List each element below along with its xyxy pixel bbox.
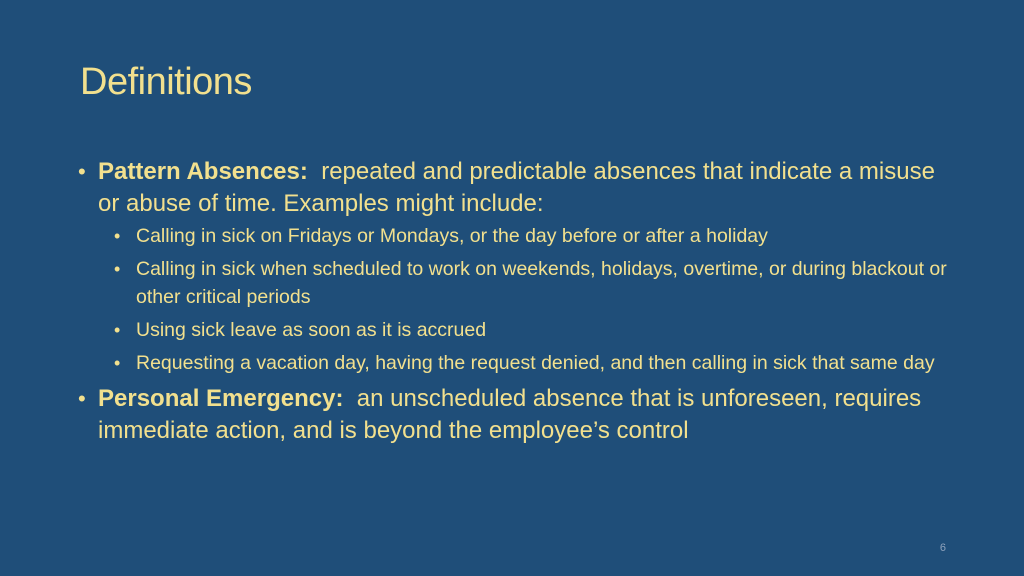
term-definition: an unscheduled absence that is unforeseen, requires immediate action, and is beyond the employee’s control [98,385,922,444]
bullet-dot-icon: • [114,259,121,279]
bullet-pattern-absences [78,156,958,220]
term-label: Personal Emergency: [98,385,344,412]
sub-bullet-item [96,255,958,311]
bullet-dot-icon: • [78,159,86,184]
bullet-dot-icon: • [114,320,121,340]
bullet-dot-icon: • [78,386,86,411]
page-number: 6 [939,542,946,554]
sub-bullet-text: Requesting a vacation day, having the request denied, and then calling in sick that same day [136,352,935,374]
sub-bullet-text: Calling in sick when scheduled to work on weekends, holidays, overtime, or during blackout or other critical periods [136,258,947,308]
slide-content [78,156,958,449]
term-label: Pattern Absences: [98,158,308,185]
term-definition: repeated and predictable absences that indicate a misuse or abuse of time. Examples might include: [98,158,935,217]
slide-title: Definitions [80,61,252,103]
bullet-dot-icon: • [114,226,121,246]
sub-bullet-item [96,316,958,344]
sub-bullet-text: Using sick leave as soon as it is accrued [136,319,487,341]
bullet-personal-emergency [78,383,958,447]
sub-bullet-item [96,349,958,377]
sub-bullet-list [78,222,958,377]
sub-bullet-text: Calling in sick on Fridays or Mondays, or the day before or after a holiday [136,225,768,247]
bullet-dot-icon: • [114,353,121,373]
sub-bullet-item [96,222,958,250]
